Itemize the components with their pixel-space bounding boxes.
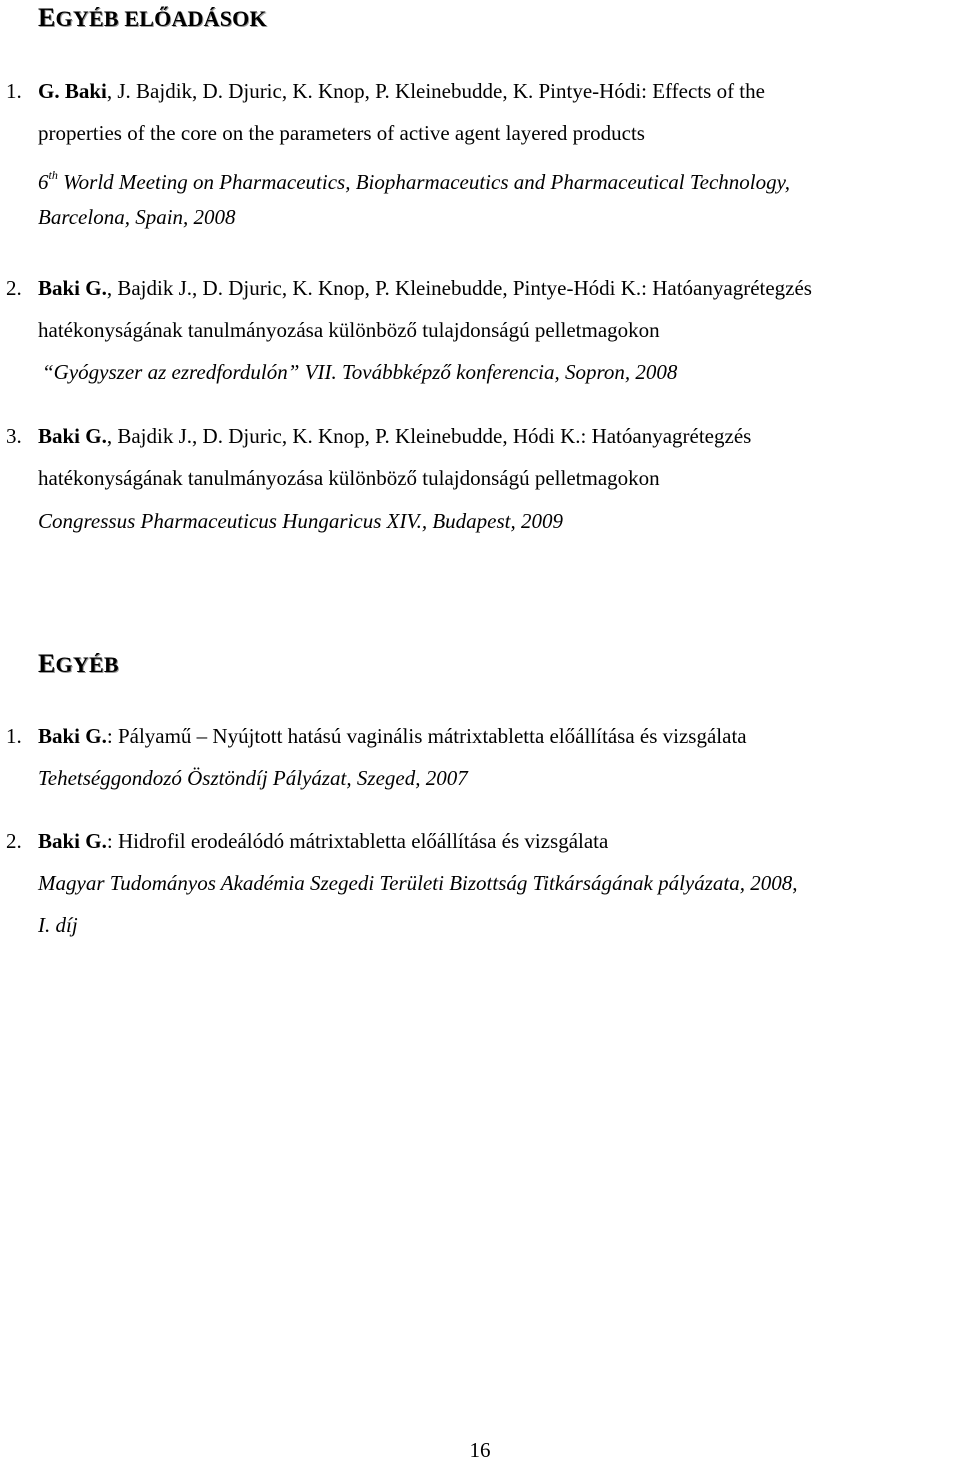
entry-venue-line: Tehetséggondozó Ösztöndíj Pályázat, Szeged, 2007 — [38, 766, 468, 790]
entry-authors-line — [38, 423, 932, 449]
entry-title-line: properties of the core on the parameters of active agent layered products — [38, 121, 645, 145]
entry-venue-line-2: Barcelona, Spain, 2008 — [38, 205, 236, 229]
heading-initial: E — [38, 649, 56, 678]
entry-venue-line — [38, 162, 932, 195]
entry-number: 3. — [6, 424, 22, 448]
authors-rest: , Bajdik J., D. Djuric, K. Knop, P. Kleinebudde, Hódi K.: Hatóanyagrétegzés — [106, 424, 752, 448]
heading-rest: GYÉB ELŐADÁSOK — [55, 6, 267, 31]
author-highlight: Baki G. — [38, 424, 107, 448]
page-number: 16 — [469, 1438, 491, 1462]
section-heading-other-talks — [38, 3, 267, 33]
authors-rest: , Bajdik J., D. Djuric, K. Knop, P. Kleinebudde, Pintye-Hódi K.: Hatóanyagrétegzés — [106, 276, 812, 300]
entry-authors-line — [38, 828, 932, 854]
venue-ordinal-suffix: th — [48, 168, 58, 182]
entry-title-line: hatékonyságának tanulmányozása különböző tulajdonságú pelletmagokon — [38, 318, 660, 342]
author-highlight: Baki G. — [38, 724, 107, 748]
entry-number: 2. — [6, 276, 22, 300]
entry-text: : Hidrofil erodeálódó mátrixtabletta előállítása és vizsgálata — [106, 829, 609, 853]
heading-initial: E — [38, 3, 56, 32]
heading-rest: GYÉB — [55, 652, 119, 677]
entry-venue-line-2: I. díj — [38, 913, 78, 937]
entry-venue-line: Congressus Pharmaceuticus Hungaricus XIV., Budapest, 2009 — [38, 509, 563, 533]
entry-number: 1. — [6, 724, 22, 748]
entry-venue-line: “Gyógyszer az ezredfordulón” VII. Továbbképző konferencia, Sopron, 2008 — [42, 360, 678, 384]
entry-number: 1. — [6, 79, 22, 103]
entry-title-line: hatékonyságának tanulmányozása különböző tulajdonságú pelletmagokon — [38, 466, 660, 490]
author-highlight: Baki G. — [38, 829, 107, 853]
author-highlight: Baki G. — [38, 276, 107, 300]
authors-rest: , J. Bajdik, D. Djuric, K. Knop, P. Kleinebudde, K. Pintye-Hódi: Effects of the — [106, 79, 765, 103]
entry-authors-line — [38, 78, 932, 104]
entry-authors-line — [38, 723, 932, 749]
section-heading-other — [38, 649, 119, 679]
author-highlight: G. Baki — [38, 79, 107, 103]
entry-venue-line: Magyar Tudományos Akadémia Szegedi Területi Bizottság Titkárságának pályázata, 2008, — [38, 871, 798, 895]
venue-ordinal: 6 — [38, 170, 49, 194]
entry-text: : Pályamű – Nyújtott hatású vaginális mátrixtabletta előállítása és vizsgálata — [106, 724, 747, 748]
entry-authors-line — [38, 275, 932, 301]
venue-name: World Meeting on Pharmaceutics, Biopharmaceutics and Pharmaceutical Technology, — [63, 170, 791, 194]
entry-number: 2. — [6, 829, 22, 853]
